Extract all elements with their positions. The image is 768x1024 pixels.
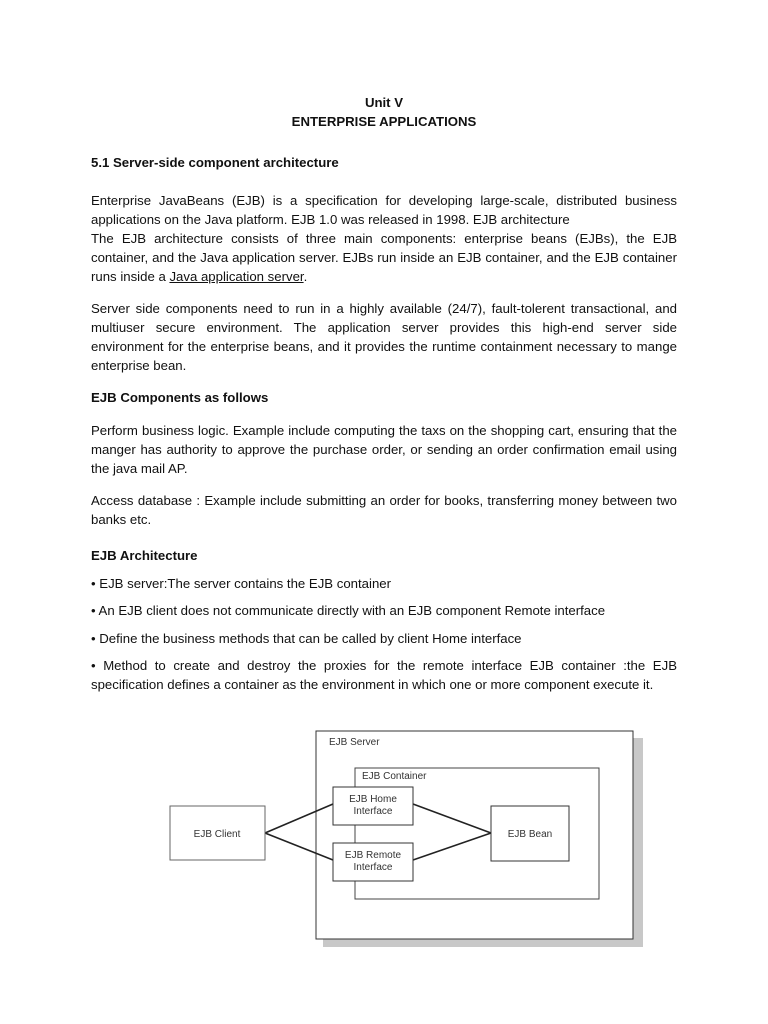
intro-text-end: . — [303, 269, 308, 284]
bullet-item: • An EJB client does not communicate directly with an EJB component Remote interface — [91, 603, 606, 618]
home-interface-line2: Interface — [353, 806, 393, 817]
ejb-server-label: EJB Server — [329, 737, 380, 748]
bullet-item: • EJB server:The server contains the EJB container — [91, 576, 392, 591]
page-title: ENTERPRISE APPLICATIONS — [291, 114, 477, 129]
ejb-container-label: EJB Container — [362, 771, 427, 782]
intro-text-b-body: The EJB architecture consists of three main components: enterprise beans (EJBs), the EJB container, and the Java application server. EJBs run inside an EJB container, and the EJB container runs inside a — [91, 231, 677, 284]
ejb-bean-label: EJB Bean — [507, 829, 553, 840]
remote-interface-line1: EJB Remote — [344, 850, 402, 861]
bullet-item: • Method to create and destroy the proxies for the remote interface EJB container :the EJB specification defines a container as the environment in which one or more component execute it. — [91, 658, 677, 692]
unit-title: Unit V — [364, 95, 404, 110]
server-side-paragraph: Server side components need to run in a highly available (24/7), fault-tolerent transactional, and multiuser secure environment. The application server provides this high-end server side environment for the enterprise beans, and it provides the runtime containment necessary to mange enterprise bean. — [91, 301, 677, 373]
intro-text-a: Enterprise JavaBeans (EJB) is a specification for developing large-scale, distributed business applications on the Java platform. EJB 1.0 was released in 1998. EJB architecture — [91, 193, 677, 227]
bullet-item: • Define the business methods that can be called by client Home interface — [91, 631, 522, 646]
section-heading: 5.1 Server-side component architecture — [91, 155, 339, 170]
architecture-heading: EJB Architecture — [91, 548, 198, 563]
ejb-client-label: EJB Client — [193, 829, 241, 840]
home-interface-line1: EJB Home — [349, 794, 397, 805]
business-logic-paragraph: Perform business logic. Example include computing the taxs on the shopping cart, ensuring that the manger has authority to approve the purchase order, or sending an order confirmation email using the java mail AP. — [91, 423, 677, 476]
java-app-server-link[interactable]: Java application server — [169, 269, 304, 284]
components-heading: EJB Components as follows — [91, 390, 269, 405]
remote-interface-line2: Interface — [353, 862, 393, 873]
access-database-paragraph: Access database : Example include submitting an order for books, transferring money between two banks etc. — [91, 493, 677, 527]
